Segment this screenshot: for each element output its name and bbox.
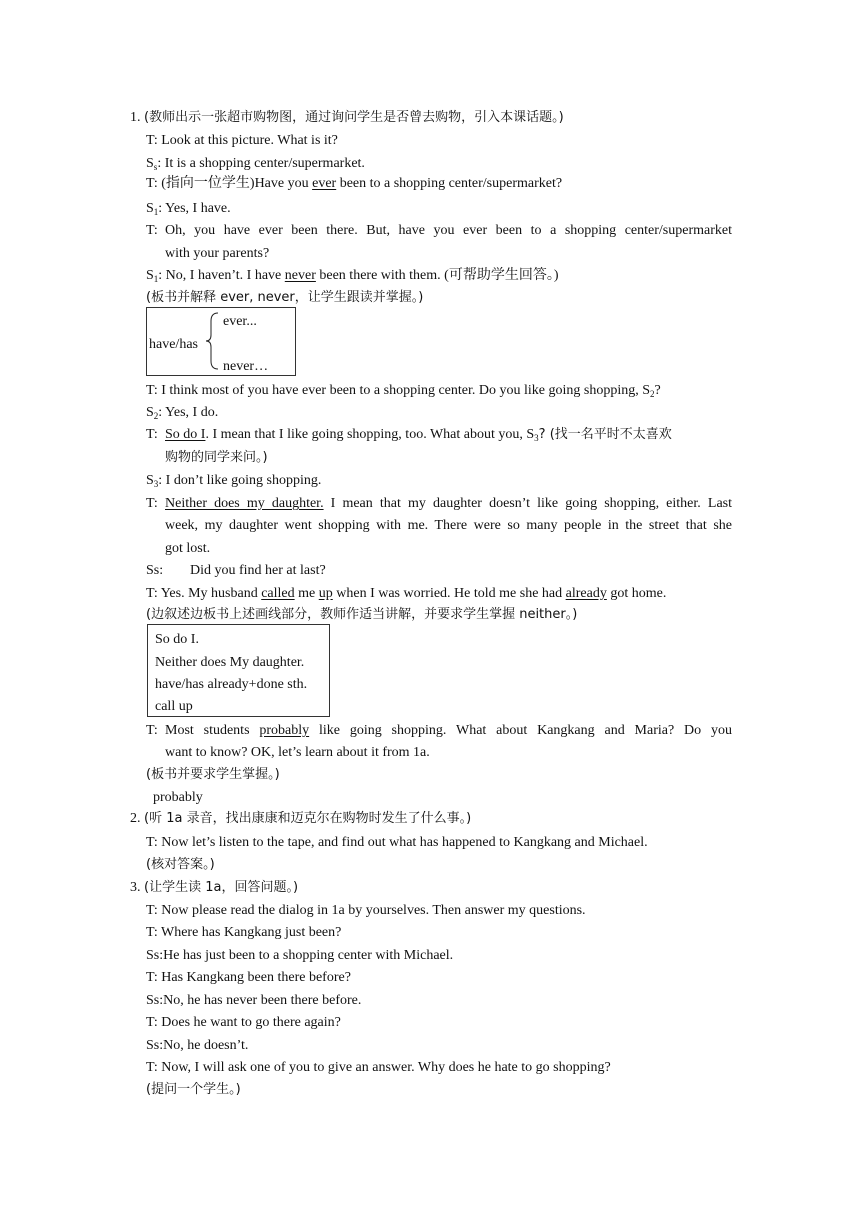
- blackboard-note-probably: (板书并要求学生掌握。): [146, 767, 280, 782]
- box-phrase: call up: [155, 699, 193, 714]
- line-husband-called: T: Yes. My husband called me up when I was worried. He told me she had already got home.: [146, 586, 667, 601]
- line-ever-been-there: Oh, you have ever been there. But, have you ever been to a shopping center/supermarket: [165, 223, 732, 238]
- dialog-line: Ss:He has just been to a shopping center with Michael.: [146, 948, 454, 963]
- line-classmate-note: 购物的同学来问。): [165, 450, 268, 465]
- brace-icon: [205, 311, 219, 371]
- blackboard-note-ever-never: (板书并解释 ever, never，让学生跟读并掌握。): [146, 290, 424, 305]
- line-with-parents: with your parents?: [165, 246, 270, 261]
- line-have-you-ever: T: (指向一位学生)Have you ever been to a shopping center/supermarket?: [146, 176, 563, 191]
- box-never: never…: [223, 359, 269, 374]
- dialog-line: Ss:No, he doesn’t.: [146, 1038, 249, 1053]
- line-like-going-shopping: T: I think most of you have ever been to a shopping center. Do you like going shopping, $S_2$?: [146, 383, 661, 399]
- dialog-line: T: Now please read the dialog in 1a by yourselves. Then answer my questions.: [146, 903, 586, 918]
- line-shopping-center: $S_s$: It is a shopping center/supermarket.: [146, 156, 365, 172]
- speaker-label: T:: [146, 427, 158, 442]
- section-2-heading: 2. (听 1a 录音，找出康康和迈克尔在购物时发生了什么事。): [130, 811, 472, 826]
- dialog-line: T: Has Kangkang been there before?: [146, 970, 351, 985]
- box-label-have-has: have/has: [149, 337, 198, 352]
- speaker-label: T:: [146, 223, 158, 238]
- line-never-been: $S_1$: No, I haven’t. I have never been there with them. (可帮助学生回答。): [146, 268, 559, 284]
- line-most-students: Most students probably like going shopping. What about Kangkang and Maria? Do you: [165, 723, 732, 738]
- line-got-lost: got lost.: [165, 541, 211, 556]
- dialog-line: T: Does he want to go there again?: [146, 1015, 341, 1030]
- line-yes-i-have: $S_1$: Yes, I have.: [146, 201, 231, 217]
- box-phrase: have/has already+done sth.: [155, 677, 308, 692]
- line-so-do-i: So do I. I mean that I like going shopping, too. What about you, $S_3$? (找一名平时不太喜欢: [165, 427, 672, 443]
- line-check-answers: (核对答案。): [146, 857, 215, 872]
- dialog-line: T: Now, I will ask one of you to give an answer. Why does he hate to go shopping?: [146, 1060, 611, 1075]
- line-learn-from-1a: want to know? OK, let’s learn about it from 1a.: [165, 745, 430, 760]
- dialog-line: Ss:No, he has never been there before.: [146, 993, 362, 1008]
- blackboard-box-ever-never: [146, 307, 296, 376]
- dialog-line: T: Where has Kangkang just been?: [146, 925, 342, 940]
- box-ever: ever...: [223, 314, 257, 329]
- speaker-label: Ss:: [146, 563, 164, 578]
- blackboard-note-neither: (边叙述边板书上述画线部分，教师作适当讲解，并要求学生掌握 neither。): [146, 607, 578, 622]
- dialog-note: (提问一个学生。): [146, 1082, 241, 1097]
- line-so-many-people: week, my daughter went shopping with me. There were so many people in the street that she: [165, 518, 732, 533]
- box-phrase: So do I.: [155, 632, 199, 647]
- section-1-heading: 1. (教师出示一张超市购物图，通过询问学生是否曾去购物，引入本课话题。): [130, 110, 564, 125]
- blackboard-box-phrases: [147, 624, 330, 717]
- section-3-heading: 3. (让学生读 1a，回答问题。): [130, 880, 299, 895]
- line-listen-tape: T: Now let’s listen to the tape, and find out what has happened to Kangkang and Michael.: [146, 835, 648, 850]
- word-probably: probably: [153, 790, 203, 805]
- line-yes-i-do: $S_2$: Yes, I do.: [146, 405, 219, 421]
- line-find-her: Did you find her at last?: [190, 563, 326, 578]
- speaker-label: T:: [146, 723, 158, 738]
- line-dont-like-shopping: $S_3$: I don’t like going shopping.: [146, 473, 322, 489]
- box-phrase: Neither does My daughter.: [155, 655, 305, 670]
- speaker-label: T:: [146, 496, 158, 511]
- line-neither-does: Neither does my daughter. I mean that my daughter doesn’t like going shopping, either. Last: [165, 496, 732, 511]
- line-look-at-picture: T: Look at this picture. What is it?: [146, 133, 338, 148]
